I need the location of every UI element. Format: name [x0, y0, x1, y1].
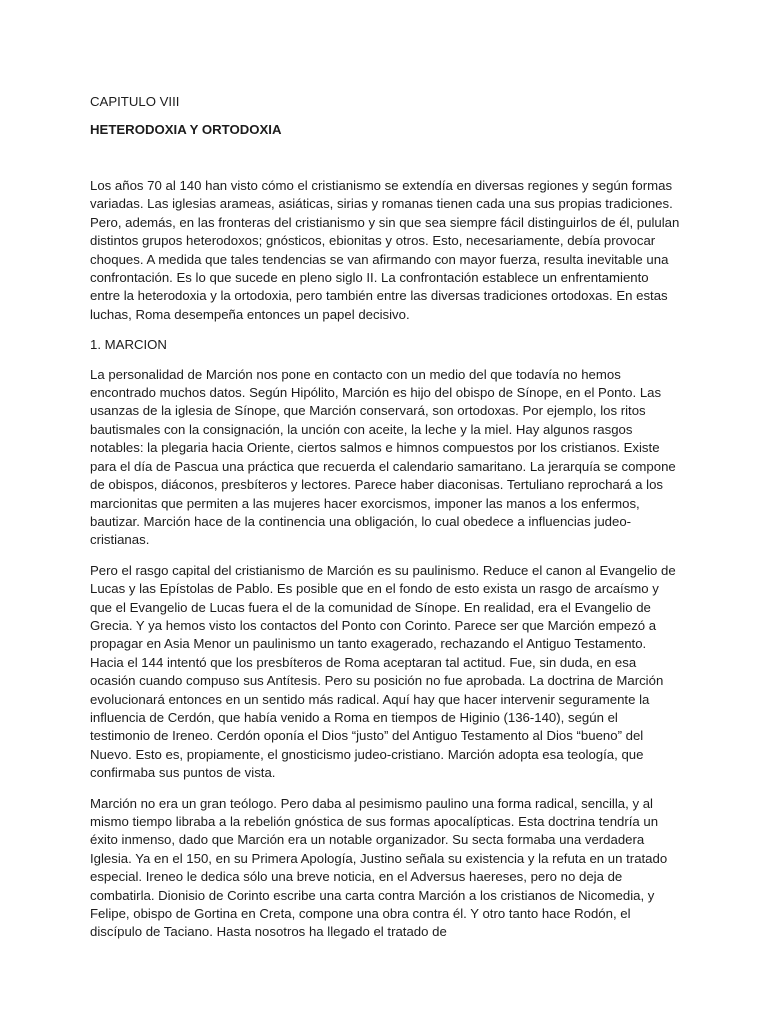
document-body	[90, 93, 680, 954]
section-heading: 1. MARCION	[90, 337, 167, 353]
body-paragraph: La personalidad de Marción nos pone en contacto con un medio del que todavía no hemos encontrado muchos datos. Según Hipólito, Marción es hijo del obispo de Sínope, en el Ponto. Las usanzas de la iglesia de Sínope, que Marción conservará, son ortodoxas. Por ejemplo, los ritos bautismales con la consignación, la unción con aceite, la leche y la miel. Hay algunos rasgos notables: la plegaria hacia Oriente, ciertos salmos e himnos compuestos por los cristianos. Existe para el día de Pascua una práctica que recuerda el calendario samaritano. La jerarquía se compone de obispos, diáconos, presbíteros y lectores. Parece haber diaconisas. Tertuliano reprochará a los marcionitas que permiten a las mujeres hacer exorcismos, imponer las manos a los enfermos, bautizar. Marción hace de la continencia una obligación, lo cual obedece a influencias judeo-cristianas.	[90, 366, 676, 548]
chapter-title: HETERODOXIA Y ORTODOXIA	[90, 122, 282, 137]
intro-paragraph: Los años 70 al 140 han visto cómo el cristianismo se extendía en diversas regiones y según formas variadas. Las iglesias arameas, asiáticas, sirias y romanas tienen cada una sus propias tradiciones. Pero, además, en las fronteras del cristianismo y sin que sea siempre fácil distinguirlos de él, pululan distintos grupos heterodoxos; gnósticos, ebionitas y otros. Esto, necesariamente, debía provocar choques. A medida que tales tendencias se van afirmando con mayor fuerza, resulta inevitable una confrontación. Es lo que sucede en pleno siglo II. La confrontación establece un enfrentamiento entre la heterodoxia y la ortodoxia, pero también entre las diversas tradiciones ortodoxas. En estas luchas, Roma desempeña entonces un papel decisivo.	[90, 178, 680, 322]
body-paragraph: Marción no era un gran teólogo. Pero daba al pesimismo paulino una forma radical, sencilla, y al mismo tiempo libraba a la rebelión gnóstica de sus formas apocalípticas. Esta doctrina tendría un éxito inmenso, dado que Marción era un notable organizador. Su secta formaba una verdadera Iglesia. Ya en el 150, en su Primera Apología, Justino señala su existencia y la refuta en un tratado especial. Ireneo le dedica sólo una breve noticia, en el Adversus haereses, pero no deja de combatirla. Dionisio de Corinto escribe una carta contra Marción a los cristianos de Nicomedia, y Felipe, obispo de Gortina en Creta, compone una obra contra él. Y otro tanto hace Rodón, el discípulo de Taciano. Hasta nosotros ha llegado el tratado de	[90, 795, 668, 940]
body-paragraph: Pero el rasgo capital del cristianismo de Marción es su paulinismo. Reduce el canon al Evangelio de Lucas y las Epístolas de Pablo. Es posible que en el fondo de esto exista un rasgo de arcaísmo y que el Evangelio de Lucas fuera el de la comunidad de Sínope. En realidad, era el Evangelio de Grecia. Y ya hemos visto los contactos del Ponto con Corinto. Parece ser que Marción empezó a propagar en Asia Menor un paulinismo un tanto exagerado, rechazando el Antiguo Testamento. Hacia el 144 intentó que los presbíteros de Roma aceptaran tal actitud. Fue, sin duda, en esa ocasión cuando compuso sus Antítesis. Pero su posición no fue aprobada. La doctrina de Marción evolucionará entonces en un sentido más radical. Aquí hay que hacer intervenir seguramente la influencia de Cerdón, que había venido a Roma en tiempos de Higinio (136-140), según el testimonio de Ireneo. Cerdón oponía el Dios “justo” del Antiguo Testamento al Dios “bueno” del Nuevo. Esto es, propiamente, el gnosticismo judeo-cristiano. Marción adopta esa teología, que confirmaba sus puntos de vista.	[90, 562, 676, 781]
chapter-label: CAPITULO VIII	[90, 94, 180, 109]
